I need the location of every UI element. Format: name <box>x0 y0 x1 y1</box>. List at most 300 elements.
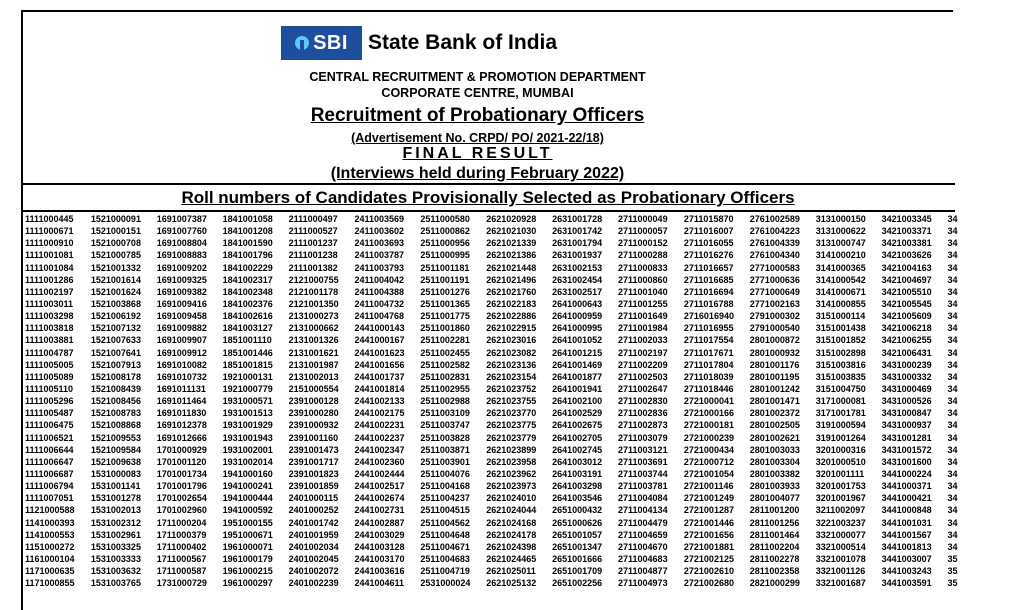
roll-number-cell: 1851001446 <box>222 347 273 358</box>
roll-number-cell: 2651001666 <box>552 553 603 564</box>
roll-number-cell: 2441002175 <box>354 408 405 419</box>
table-row <box>25 383 1013 395</box>
roll-number-cell: 2621023016 <box>486 335 537 346</box>
table-row <box>25 359 1013 371</box>
roll-number-cell: 2711017554 <box>683 335 734 346</box>
roll-number-cell: 2651002256 <box>552 578 603 589</box>
roll-number-cell: 1711000402 <box>156 541 207 552</box>
roll-number-cell: 3441000848 <box>881 505 932 516</box>
roll-number-cell: 2721000434 <box>683 444 734 455</box>
roll-number-cell: 2621023899 <box>486 444 537 455</box>
roll-number-cell: 1521008439 <box>90 383 141 394</box>
roll-number-cell: 2711015870 <box>683 214 734 224</box>
roll-number-cell: 2711004670 <box>618 541 668 552</box>
roll-number-cell: 1691011464 <box>156 396 207 407</box>
roll-number-cell: 3141000365 <box>815 262 866 273</box>
roll-number-cell: 1691009882 <box>156 323 207 334</box>
roll-number-cell: 2391001717 <box>288 456 339 467</box>
roll-number-cell: 2641001052 <box>552 335 603 346</box>
roll-number-cell: 2651001709 <box>552 566 603 577</box>
roll-number-cell: 3441003007 <box>881 553 932 564</box>
roll-number-cell: 2811002204 <box>749 541 800 552</box>
roll-number-cell: 2711004683 <box>618 553 668 564</box>
roll-number-cell: 2511003747 <box>420 420 470 431</box>
roll-number-cell: 2811001464 <box>749 529 800 540</box>
roll-number-cell: 1711000587 <box>156 566 207 577</box>
roll-number-cell: 2401000115 <box>288 493 339 504</box>
roll-number-cell: 3421004697 <box>881 274 932 285</box>
roll-number-cell: 34 <box>947 286 958 297</box>
roll-number-cell: 2621023775 <box>486 420 537 431</box>
roll-number-cell: 3441000224 <box>881 468 932 479</box>
roll-number-cell: 1111003818 <box>25 323 74 334</box>
roll-number-cell: 3151004750 <box>815 383 866 394</box>
roll-number-cell: 2811001256 <box>749 517 800 528</box>
roll-number-cell: 2621021496 <box>486 274 537 285</box>
roll-number-cell: 2511002955 <box>420 383 470 394</box>
roll-number-cell: 1111001081 <box>25 250 74 261</box>
roll-number-cell: 2711016657 <box>683 262 734 273</box>
roll-number-cell: 2441002887 <box>354 517 405 528</box>
roll-number-cell: 2391000932 <box>288 420 339 431</box>
roll-number-cell: 3201000510 <box>815 456 866 467</box>
roll-number-cell: 34 <box>947 238 958 249</box>
roll-number-cell: 3151000114 <box>815 311 866 322</box>
bank-name: State Bank of India <box>368 31 558 54</box>
roll-number-cell: 3421006431 <box>881 347 932 358</box>
roll-number-cell: 2711002647 <box>618 383 668 394</box>
roll-number-cell: 1951000671 <box>222 529 273 540</box>
roll-number-cell: 1711000204 <box>156 517 207 528</box>
roll-number-cell: 2791000540 <box>749 323 800 334</box>
roll-number-cell: 2711000288 <box>618 250 668 261</box>
roll-number-cell: 2641000643 <box>552 298 603 309</box>
roll-number-cell: 2641003012 <box>552 456 603 467</box>
roll-number-cell: 2641000995 <box>552 323 603 334</box>
roll-number-cell: 3321000077 <box>815 529 866 540</box>
roll-number-cell: 2621023154 <box>486 371 537 382</box>
roll-number-cell: 1691009912 <box>156 347 207 358</box>
roll-number-cell: 34 <box>947 444 958 455</box>
table-row <box>25 286 1013 298</box>
roll-number-cell: 2641001469 <box>552 359 603 370</box>
roll-number-cell: 2621022886 <box>486 311 537 322</box>
roll-number-cell: 2801002621 <box>749 432 800 443</box>
table-row <box>25 310 1013 322</box>
roll-number-cell: 1531003333 <box>90 553 141 564</box>
roll-number-cell: 1521003868 <box>90 298 141 309</box>
roll-number-cell: 2411004042 <box>354 274 405 285</box>
roll-number-cell: 2441002674 <box>354 493 405 504</box>
roll-number-cell: 3131000622 <box>815 226 866 237</box>
department-heading: CENTRAL RECRUITMENT & PROMOTION DEPARTMENT <box>309 70 646 84</box>
roll-number-cell: 1521008783 <box>90 408 141 419</box>
roll-number-cell: 2511000580 <box>420 214 470 224</box>
roll-number-cell: 2721000041 <box>683 396 734 407</box>
roll-number-cell: 2511000995 <box>420 250 470 261</box>
roll-number-cell: 3191000594 <box>815 420 866 431</box>
roll-number-cell: 2511003828 <box>420 432 470 443</box>
roll-number-cell: 2641002675 <box>552 420 603 431</box>
roll-number-cell: 2721000166 <box>683 408 734 419</box>
roll-number-cell: 2761004340 <box>749 250 800 261</box>
roll-number-cell: 2391000280 <box>288 408 339 419</box>
roll-number-cell: 2621024044 <box>486 505 537 516</box>
roll-number-cell: 2631001742 <box>552 226 603 237</box>
roll-number-cell: 1701001734 <box>156 468 207 479</box>
roll-number-cell: 34 <box>947 541 958 552</box>
roll-number-cell: 2511004648 <box>420 529 470 540</box>
roll-number-cell: 2401002072 <box>288 566 339 577</box>
table-row <box>25 432 1013 444</box>
roll-number-cell: 2711016055 <box>683 238 734 249</box>
roll-number-cell: 1711000379 <box>156 529 207 540</box>
roll-number-cell: 1841001796 <box>222 250 273 261</box>
roll-number-cell: 1691009907 <box>156 335 207 346</box>
table-row <box>25 480 1013 492</box>
roll-number-cell: 3421003626 <box>881 250 932 261</box>
roll-number-cell: 2631002153 <box>552 262 603 273</box>
roll-number-cell: 1691009382 <box>156 286 207 297</box>
roll-number-cell: 1111005110 <box>25 383 74 394</box>
roll-number-cell: 1111000671 <box>25 226 74 237</box>
roll-number-cell: 1531002013 <box>90 505 141 516</box>
roll-number-cell: 1701001796 <box>156 481 207 492</box>
roll-number-cell: 2511004168 <box>420 481 470 492</box>
roll-number-cell: 2401002034 <box>288 541 339 552</box>
roll-number-cell: 1841003127 <box>222 323 273 334</box>
roll-number-cell: 2711017671 <box>683 347 734 358</box>
roll-number-cell: 1111006794 <box>25 481 74 492</box>
roll-number-cell: 1521000151 <box>90 226 141 237</box>
roll-number-cell: 2721000712 <box>683 456 734 467</box>
roll-number-cell: 1111006647 <box>25 456 74 467</box>
roll-number-cell: 2711003781 <box>618 481 668 492</box>
roll-number-cell: 1701002960 <box>156 505 207 516</box>
roll-number-cell: 1841002348 <box>222 286 273 297</box>
roll-number-cell: 2631002517 <box>552 286 603 297</box>
table-row <box>25 274 1013 286</box>
roll-number-cell: 2511002281 <box>420 335 470 346</box>
roll-number-cell: 35 <box>947 553 958 564</box>
roll-number-cell: 2621024010 <box>486 493 537 504</box>
table-row <box>25 371 1013 383</box>
roll-number-cell: 3431000937 <box>881 420 932 431</box>
roll-number-cell: 2441000143 <box>354 323 405 334</box>
roll-number-cell: 3201001111 <box>815 468 865 479</box>
roll-number-cell: 2641000959 <box>552 311 603 322</box>
roll-number-cell: 2711002197 <box>618 347 668 358</box>
roll-number-cell: 2711003691 <box>618 456 668 467</box>
roll-number-cell: 2811001200 <box>749 505 800 516</box>
roll-number-cell: 2631001728 <box>552 214 603 224</box>
roll-number-cell: 2511001276 <box>420 286 470 297</box>
roll-number-cell: 1111006687 <box>25 468 74 479</box>
roll-number-cell: 2441002517 <box>354 481 405 492</box>
roll-number-cell: 2511002831 <box>420 371 470 382</box>
roll-number-cell: 1111003011 <box>25 298 74 309</box>
roll-number-cell: 2721002610 <box>683 566 734 577</box>
roll-number-cell: 2711004134 <box>618 505 668 516</box>
roll-number-cell: 3131000150 <box>815 214 866 224</box>
roll-number-cell: 2771000649 <box>749 286 800 297</box>
roll-number-cell: 2711016788 <box>683 298 734 309</box>
roll-number-cell: 2131001621 <box>288 347 339 358</box>
roll-number-cell: 2711018446 <box>683 383 734 394</box>
roll-number-cell: 2721001249 <box>683 493 734 504</box>
roll-number-cell: 2651000432 <box>552 505 603 516</box>
roll-number-cell: 2711000833 <box>618 262 668 273</box>
roll-number-cell: 1691008883 <box>156 250 207 261</box>
roll-number-cell: 3421005510 <box>881 286 932 297</box>
roll-number-cell: 34 <box>947 335 958 346</box>
roll-number-cell: 3421006255 <box>881 335 932 346</box>
roll-number-cell: 2511004671 <box>420 541 470 552</box>
roll-number-cell: 2651000626 <box>552 517 603 528</box>
roll-number-cell: 2771000636 <box>749 274 800 285</box>
roll-number-cell: 1521008178 <box>90 371 141 382</box>
roll-number-cell: 1691009325 <box>156 274 207 285</box>
roll-number-cell: 2801003033 <box>749 444 800 455</box>
roll-number-cell: 2401001959 <box>288 529 339 540</box>
roll-number-cell: 1941000592 <box>222 505 273 516</box>
roll-number-cell: 2441001737 <box>354 371 405 382</box>
roll-number-cell: 3441001567 <box>881 529 932 540</box>
roll-number-cell: 2511004683 <box>420 553 470 564</box>
roll-number-cell: 2711004659 <box>618 529 668 540</box>
roll-number-cell: 2121001178 <box>288 286 339 297</box>
roll-number-cell: 2801000932 <box>749 347 800 358</box>
roll-number-cell: 1111005296 <box>25 396 74 407</box>
roll-number-cell: 1111002197 <box>25 286 74 297</box>
roll-number-cell: 3171001781 <box>815 408 866 419</box>
roll-number-cell: 2511000862 <box>420 226 470 237</box>
roll-number-cell: 1111006475 <box>25 420 74 431</box>
roll-number-cell: 1841001590 <box>222 238 273 249</box>
roll-number-cell: 1531001141 <box>90 481 141 492</box>
roll-number-cell: 2801003933 <box>749 481 800 492</box>
roll-number-cell: 2721002125 <box>683 553 734 564</box>
roll-number-cell: 1941000241 <box>222 481 273 492</box>
roll-number-cell: 1521001332 <box>90 262 141 273</box>
table-subtitle: Roll numbers of Candidates Provisionally Selected as Probationary Officers <box>181 188 795 207</box>
roll-number-cell: 2711016007 <box>683 226 734 237</box>
roll-number-cell: 1691007387 <box>156 214 207 224</box>
table-row <box>25 298 1013 310</box>
roll-number-cell: 2641001877 <box>552 371 603 382</box>
roll-number-cell: 2511004515 <box>420 505 470 516</box>
roll-number-cell: 3431001572 <box>881 444 932 455</box>
roll-number-cell: 2131000273 <box>288 311 339 322</box>
roll-number-cell: 2531000024 <box>420 578 471 589</box>
roll-number-cell: 2511002582 <box>420 359 470 370</box>
table-row <box>25 322 1013 334</box>
roll-number-cell: 1691012378 <box>156 420 207 431</box>
roll-number-cell: 1931001929 <box>222 420 273 431</box>
roll-number-cell: 2641002529 <box>552 408 603 419</box>
roll-number-cell: 2441002231 <box>354 420 405 431</box>
roll-number-cell: 2801001176 <box>749 359 800 370</box>
roll-number-cell: 1521000785 <box>90 250 141 261</box>
roll-number-cell: 2621023755 <box>486 396 537 407</box>
roll-number-cell: 1701000929 <box>156 444 207 455</box>
roll-number-cell: 2651001347 <box>552 541 603 552</box>
roll-number-cell: 2711002836 <box>618 408 668 419</box>
divider-line <box>21 183 955 185</box>
roll-number-cell: 2761004223 <box>749 226 800 237</box>
table-row <box>25 237 1013 249</box>
table-row <box>25 492 1013 504</box>
roll-number-cell: 2111001238 <box>288 250 338 261</box>
roll-number-cell: 2801001195 <box>749 371 800 382</box>
roll-number-cell: 2621023752 <box>486 383 537 394</box>
roll-number-cell: 2711001984 <box>618 323 668 334</box>
roll-number-cell: 1521009553 <box>90 432 141 443</box>
roll-number-cell: 1531003632 <box>90 566 141 577</box>
roll-number-cell: 2151000554 <box>288 383 339 394</box>
roll-number-cell: 1111003881 <box>25 335 74 346</box>
roll-number-cell: 1941000160 <box>222 468 273 479</box>
roll-number-cell: 1731000729 <box>156 578 207 589</box>
roll-number-cell: 2511001181 <box>420 262 470 273</box>
roll-number-cell: 1521007132 <box>90 323 141 334</box>
roll-number-cell: 2711002503 <box>618 371 668 382</box>
roll-number-cell: 1691012666 <box>156 432 207 443</box>
interviews-note: (Interviews held during February 2022) <box>330 165 625 182</box>
roll-number-cell: 1521000708 <box>90 238 141 249</box>
roll-number-cell: 1691008804 <box>156 238 207 249</box>
roll-number-cell: 2641003546 <box>552 493 603 504</box>
roll-number-cell: 1111001084 <box>25 262 74 273</box>
roll-number-cell: 34 <box>947 529 958 540</box>
roll-number-cell: 3441001031 <box>881 517 932 528</box>
roll-number-cell: 2441002360 <box>354 456 405 467</box>
roll-number-cell: 2441001656 <box>354 359 405 370</box>
roll-number-cell: 2801001242 <box>749 383 800 394</box>
roll-number-cell: 3191001264 <box>815 432 866 443</box>
roll-number-cell: 34 <box>947 359 958 370</box>
roll-number-cell: 2511001365 <box>420 298 470 309</box>
roll-number-cell: 2511003901 <box>420 456 470 467</box>
table-row <box>25 262 1013 274</box>
roll-number-cell: 2441001814 <box>354 383 405 394</box>
roll-number-cell: 2621025011 <box>486 566 536 577</box>
roll-number-cell: 2711002873 <box>618 420 668 431</box>
roll-number-cell: 2721001881 <box>683 541 734 552</box>
roll-number-cell: 1111000910 <box>25 238 74 249</box>
roll-number-cell: 2721001446 <box>683 517 734 528</box>
roll-number-cell: 2621020928 <box>486 214 537 224</box>
roll-number-cell: 2641002705 <box>552 432 603 443</box>
roll-number-cell: 3211002097 <box>815 505 866 516</box>
roll-number-cell: 2631001794 <box>552 238 603 249</box>
roll-number-cell: 3431000526 <box>881 396 932 407</box>
roll-number-cell: 2716016940 <box>683 311 734 322</box>
roll-number-cell: 1851001815 <box>222 359 273 370</box>
roll-number-cell: 34 <box>947 214 958 224</box>
roll-number-cell: 2651001057 <box>552 529 603 540</box>
roll-number-cell: 1111005005 <box>25 359 74 370</box>
roll-number-cell: 2441003170 <box>354 553 405 564</box>
roll-number-cell: 3431000332 <box>881 371 932 382</box>
roll-number-cell: 1531000083 <box>90 468 141 479</box>
table-row <box>25 565 1013 577</box>
roll-number-cell: 3201001967 <box>815 493 866 504</box>
roll-number-cell: 2761002589 <box>749 214 800 224</box>
roll-number-cell: 3421003371 <box>881 226 932 237</box>
roll-number-cell: 2711004877 <box>618 566 668 577</box>
roll-number-cell: 34 <box>947 468 958 479</box>
roll-number-cell: 2621021030 <box>486 226 537 237</box>
roll-number-cell: 1931002014 <box>222 456 273 467</box>
roll-number-cell: 1841002317 <box>222 274 273 285</box>
roll-number-cell: 2711003744 <box>618 468 668 479</box>
roll-number-cell: 1171000635 <box>25 566 75 577</box>
roll-number-cell: 1691009416 <box>156 298 207 309</box>
roll-number-cell: 1691007760 <box>156 226 207 237</box>
roll-number-cell: 1841002376 <box>222 298 273 309</box>
roll-number-cell: 2711000152 <box>618 238 668 249</box>
roll-number-cell: 34 <box>947 383 958 394</box>
roll-number-cell: 3141000542 <box>815 274 866 285</box>
roll-number-cell: 2391001859 <box>288 481 339 492</box>
roll-number-cell: 2441000167 <box>354 335 405 346</box>
roll-number-cell: 2511001860 <box>420 323 470 334</box>
roll-number-cell: 2621024398 <box>486 541 537 552</box>
roll-number-cell: 1111006521 <box>25 432 74 443</box>
roll-number-cell: 1521008868 <box>90 420 141 431</box>
roll-number-cell: 2131000662 <box>288 323 339 334</box>
roll-number-cell: 34 <box>947 347 958 358</box>
roll-number-cell: 34 <box>947 493 958 504</box>
roll-number-cell: 2711004084 <box>618 493 668 504</box>
table-row <box>25 456 1013 468</box>
roll-number-cell: 2621023136 <box>486 359 537 370</box>
roll-number-cell: 2411004388 <box>354 286 405 297</box>
roll-number-cell: 2621023958 <box>486 456 537 467</box>
roll-number-cell: 1111005487 <box>25 408 74 419</box>
roll-number-cell: 2121000755 <box>288 274 339 285</box>
roll-number-cell: 2411004768 <box>354 311 405 322</box>
roll-number-cell: 2801001471 <box>749 396 800 407</box>
roll-number-cell: 2131001987 <box>288 359 339 370</box>
roll-number-cell: 2401001742 <box>288 517 339 528</box>
roll-number-cell: 2621025132 <box>486 578 537 589</box>
roll-number-cell: 3441003243 <box>881 566 932 577</box>
roll-number-cell: 3441000421 <box>881 493 932 504</box>
roll-number-cell: 1521009584 <box>90 444 141 455</box>
roll-number-cell: 1941000444 <box>222 493 273 504</box>
table-row <box>25 407 1013 419</box>
roll-number-cell: 1111005089 <box>25 371 74 382</box>
roll-number-cell: 1521007641 <box>90 347 141 358</box>
roll-number-cell: 2111000527 <box>288 226 338 237</box>
roll-number-cell: 3321001078 <box>815 553 866 564</box>
table-row <box>25 334 1013 346</box>
table-row <box>25 419 1013 431</box>
roll-number-cell: 2631001937 <box>552 250 603 261</box>
roll-number-cell: 1111004787 <box>25 347 74 358</box>
roll-number-cell: 1521009638 <box>90 456 141 467</box>
roll-number-cell: 2711003121 <box>618 444 668 455</box>
roll-number-cell: 3421003381 <box>881 238 932 249</box>
roll-number-cell: 2401002239 <box>288 578 339 589</box>
roll-number-cell: 2621021386 <box>486 250 537 261</box>
roll-number-cell: 1691010082 <box>156 359 207 370</box>
roll-number-cell: 2721001146 <box>683 481 734 492</box>
roll-number-cell: 3431000469 <box>881 383 932 394</box>
roll-number-cell: 3421003345 <box>881 214 932 224</box>
